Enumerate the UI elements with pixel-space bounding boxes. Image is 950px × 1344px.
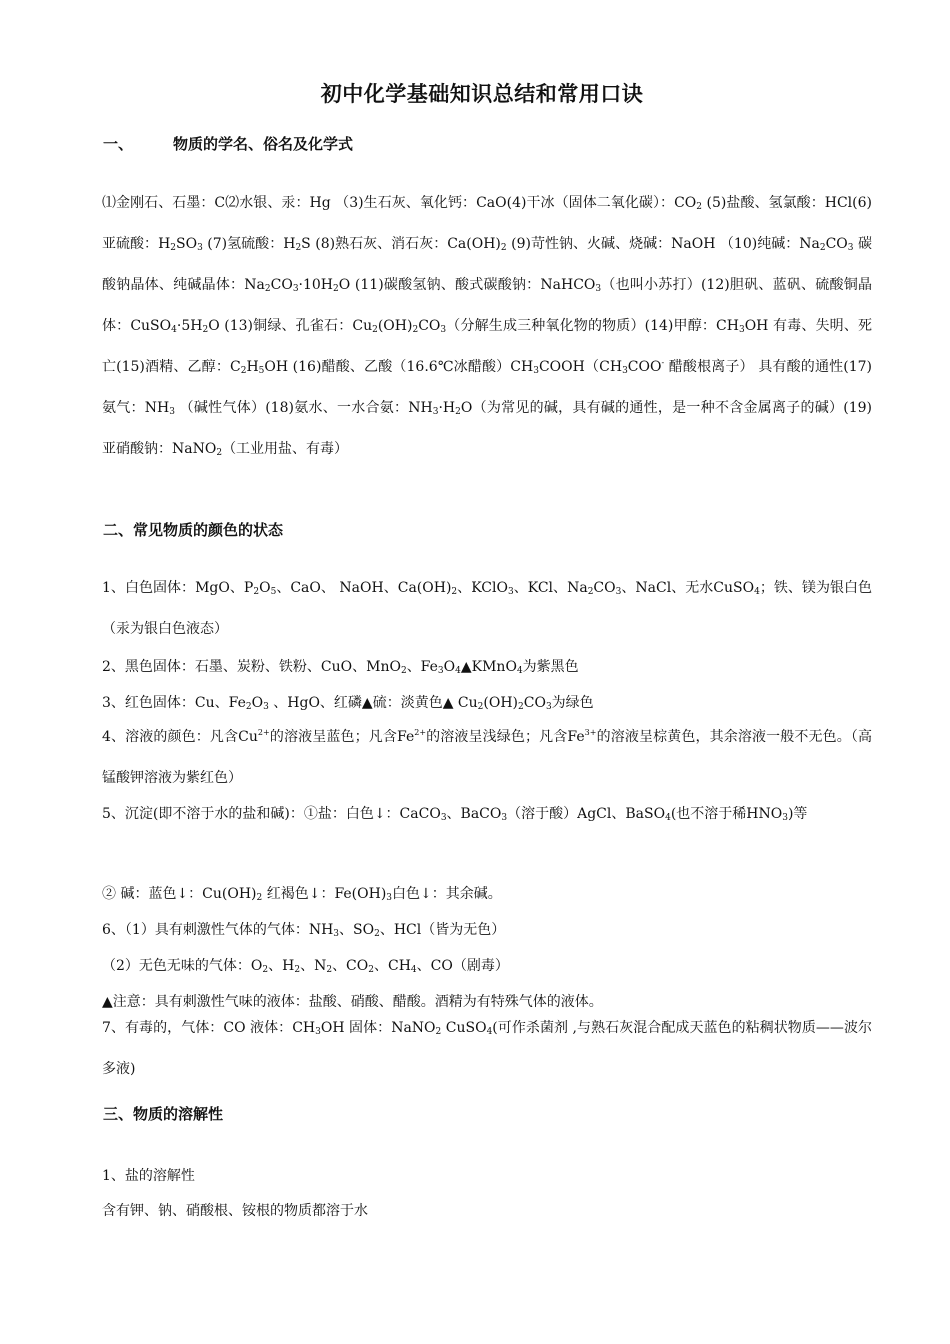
formula-index: 3 <box>197 243 203 253</box>
text-run: ② 碱：蓝色↓：Cu(OH) <box>102 886 257 902</box>
text-run: （溶于酸）AgCl、BaSO <box>507 806 666 822</box>
text-run: 的溶液呈棕黄色，其余溶液一般不无色。（高锰酸钾溶液为紫红色） <box>102 729 873 786</box>
paragraph-salt-solubility: 1、盐的溶解性 <box>102 1168 195 1184</box>
formula-index: 2+ <box>257 728 270 737</box>
text-run: 、BaCO <box>446 806 502 822</box>
formula-index: 3 <box>169 407 175 417</box>
formula-index: 2 <box>326 965 333 975</box>
formula-index: 2 <box>455 407 461 417</box>
formula-index: 3 <box>847 243 854 253</box>
text-run: 、HgO、红磷▲硫：淡黄色▲ Cu <box>268 695 478 711</box>
formula-index: 3 <box>533 366 539 376</box>
formula-index: 2 <box>368 965 374 975</box>
formula-index: 2 <box>294 965 301 975</box>
text-run: 的溶液呈蓝色；凡含Fe <box>269 729 415 745</box>
text-run: 、H <box>268 958 295 974</box>
paragraph-soluble-rule: 含有钾、钠、硝酸根、铵根的物质都溶于水 <box>102 1203 368 1219</box>
text-run: 、Fe <box>406 659 438 675</box>
text-run: ·10H <box>298 277 334 293</box>
text-run: O（为常见的碱，具有碱的通性，是一种不含金属离子的碱）(19)亚硝酸钠：NaNO <box>102 400 872 457</box>
text-run: SO <box>176 236 198 252</box>
formula-index: 2+ <box>414 728 427 737</box>
formula-index: 2 <box>587 587 594 597</box>
formula-index: 5 <box>270 587 277 597</box>
paragraph-solution-colors <box>102 717 872 799</box>
text-run: O <box>251 695 264 711</box>
text-run: ▲KMnO <box>460 659 517 675</box>
paragraph-white-solids <box>102 568 872 650</box>
formula-index: 3 <box>440 813 447 823</box>
text-run: O (13)铜绿、孔雀石：Cu <box>208 318 373 334</box>
formula-index: 2 <box>696 202 702 212</box>
formula-index: 3 <box>292 284 299 294</box>
formula-index: 2 <box>216 448 223 458</box>
section-heading-2: 二、常见物质的颜色的状态 <box>103 521 284 539</box>
formula-index: 2 <box>170 243 177 253</box>
formula-index: 3 <box>333 929 340 939</box>
formula-index: 3 <box>782 813 788 823</box>
text-run: 碳酸钠晶体、纯碱晶体：Na <box>102 236 872 293</box>
text-run: O <box>259 580 271 596</box>
text-run: CO <box>825 236 848 252</box>
formula-index: 4 <box>410 965 417 975</box>
formula-index: 2 <box>264 284 271 294</box>
formula-index: 2 <box>374 929 380 939</box>
text-run: S (8)熟石灰、消石灰：Ca(OH) <box>301 236 501 252</box>
paragraph-bases <box>102 883 872 903</box>
text-run: CO <box>523 695 546 711</box>
text-run: OH (16)醋酸、乙酸（16.6℃冰醋酸）CH <box>264 359 534 375</box>
formula-index: 2 <box>451 587 458 597</box>
formula-index: 3 <box>263 702 269 712</box>
formula-index: 2 <box>256 893 263 903</box>
text-run: (也不溶于稀HNO <box>670 806 783 822</box>
text-run: 醋酸根离子） 具有酸的通性(17)氨气：NH <box>102 359 872 416</box>
text-run: COOH（CH <box>538 359 623 375</box>
formula-index: 2 <box>819 243 826 253</box>
section-number: 一、 <box>103 135 134 153</box>
text-run: (5)盐酸、氢氯酸：HCl(6)亚硫酸：H <box>102 195 872 252</box>
text-run: 7、有毒的，气体：CO 液体：CH <box>102 1020 316 1036</box>
formula-index: 2 <box>262 965 269 975</box>
text-run: H <box>246 359 259 375</box>
text-run: （分解生成三种氧化物的物质）(14)甲醇：CH <box>446 318 739 334</box>
formula-index: 3 <box>501 813 508 823</box>
formula-index: 2 <box>518 702 524 712</box>
formula-index: 3 <box>432 407 439 417</box>
paragraph-black-solids <box>102 656 872 676</box>
text-run: ·5H <box>176 318 203 334</box>
formula-index: 2 <box>435 1027 442 1037</box>
text-run: 3、红色固体：Cu、Fe <box>102 695 246 711</box>
paragraph-red-solids <box>102 692 872 712</box>
formula-index: 2 <box>412 325 419 335</box>
formula-index: 2 <box>400 666 407 676</box>
text-run: OH 固体：NaNO <box>320 1020 436 1036</box>
text-run: (OH) <box>377 318 413 334</box>
text-run: 5、沉淀(即不溶于水的盐和碱)：①盐：白色↓：CaCO <box>102 806 441 822</box>
section-heading-1 <box>103 133 353 154</box>
formula-index: 2 <box>202 325 209 335</box>
formula-index: 3 <box>437 666 444 676</box>
formula-index: 3 <box>440 325 447 335</box>
text-run: （2）无色无味的气体：O <box>102 958 263 974</box>
formula-index: 3 <box>738 325 745 335</box>
section-heading-3: 三、物质的溶解性 <box>103 1105 224 1123</box>
text-run: CO <box>593 580 616 596</box>
text-run: CuSO <box>441 1020 487 1036</box>
text-run: 的溶液呈浅绿色；凡含Fe <box>426 729 585 745</box>
formula-index: 4 <box>665 813 671 823</box>
text-run: ·H <box>438 400 456 416</box>
text-run: (7)氢硫酸：H <box>202 236 296 252</box>
text-run: CO <box>418 318 441 334</box>
text-run: 、CH <box>374 958 411 974</box>
text-run: (可作杀菌剂 ,与熟石灰混合配成天蓝色的粘稠状物质——波尔多液) <box>102 1020 872 1077</box>
text-run: ；铁、镁为银白色（汞为银白色液态） <box>102 580 873 637</box>
text-run: （也叫小苏打）(12)胆矾、蓝矾、硫酸铜晶体：CuSO <box>102 277 872 334</box>
text-run: 、CO（剧毒） <box>416 958 509 974</box>
formula-index: 4 <box>455 666 461 676</box>
text-run: 4、溶液的颜色：凡含Cu <box>102 729 258 745</box>
formula-index: 2 <box>333 284 339 294</box>
formula-index: - <box>661 358 665 367</box>
paragraph-note: ▲注意：具有刺激性气味的液体：盐酸、硝酸、醋酸。酒精为有特殊气体的液体。 <box>102 994 603 1010</box>
text-run: 、KCl、Na <box>513 580 588 596</box>
formula-index: 2 <box>245 702 252 712</box>
text-run: 、HCl（皆为无色） <box>379 922 506 938</box>
text-run: 为绿色 <box>551 695 594 711</box>
text-run: (9)苛性钠、火碱、烧碱：NaOH （10)纯碱：Na <box>506 236 820 252</box>
formula-index: 3 <box>622 366 628 376</box>
formula-index: 2 <box>500 243 507 253</box>
formula-index: 2 <box>240 366 247 376</box>
text-run: 、CaO、 NaOH、Ca(OH) <box>276 580 452 596</box>
text-run: 、KClO <box>457 580 508 596</box>
text-run: 1、白色固体：MgO、P <box>102 580 254 596</box>
text-run: 6、（1）具有刺激性气体的气体：NH <box>102 922 334 938</box>
page-title: 初中化学基础知识总结和常用口诀 <box>320 82 644 106</box>
formula-index: 2 <box>295 243 302 253</box>
text-run: ⑴金刚石、石墨：C⑵水银、汞：Hg （3)生石灰、氧化钙：CaO(4)干冰（固体二氧化碳）：CO <box>102 195 697 211</box>
text-run: 、SO <box>339 922 375 938</box>
section-title: 物质的学名、俗名及化学式 <box>173 135 354 153</box>
formula-index: 4 <box>516 666 523 676</box>
formula-index: 3 <box>315 1027 321 1037</box>
text-run: O <box>443 659 456 675</box>
formula-index: 3 <box>595 284 602 294</box>
paragraph-names-formulas <box>102 183 872 470</box>
paragraph-odorless-gases <box>102 955 872 975</box>
formula-index: 3 <box>615 587 622 597</box>
text-run: )等 <box>787 806 808 822</box>
text-run: CO <box>270 277 293 293</box>
paragraph-precipitates <box>102 794 872 835</box>
paragraph-irritating-gases <box>102 919 872 939</box>
text-run: (OH) <box>483 695 518 711</box>
text-run: 、N <box>300 958 327 974</box>
paragraph-toxic <box>102 1008 872 1090</box>
text-run: OH 有毒、失明、死亡(15)酒精、乙醇：C <box>102 318 872 375</box>
formula-index: 2 <box>477 702 484 712</box>
formula-index: 2 <box>372 325 378 335</box>
text-run: 为紫黑色 <box>522 659 579 675</box>
text-run: 白色↓：其余碱。 <box>392 886 502 902</box>
formula-index: 4 <box>486 1027 493 1037</box>
formula-index: 5 <box>258 366 265 376</box>
text-run: O (11)碳酸氢钠、酸式碳酸钠：NaHCO <box>338 277 596 293</box>
formula-index: 4 <box>754 587 760 597</box>
text-run: 、NaCl、无水CuSO <box>621 580 755 596</box>
formula-index: 2 <box>253 587 260 597</box>
formula-index: 3 <box>507 587 514 597</box>
formula-index: 4 <box>171 325 177 335</box>
text-run: 、CO <box>332 958 369 974</box>
formula-index: 3 <box>386 893 393 903</box>
text-run: 2、黑色固体：石墨、炭粉、铁粉、CuO、MnO <box>102 659 401 675</box>
formula-index: 3 <box>545 702 552 712</box>
text-run: COO <box>627 359 662 375</box>
text-run: 红褐色↓：Fe(OH) <box>262 886 387 902</box>
text-run: （碱性气体）(18)氨水、一水合氨：NH <box>174 400 433 416</box>
formula-index: 3+ <box>584 728 597 737</box>
text-run: （工业用盐、有毒） <box>222 441 349 457</box>
